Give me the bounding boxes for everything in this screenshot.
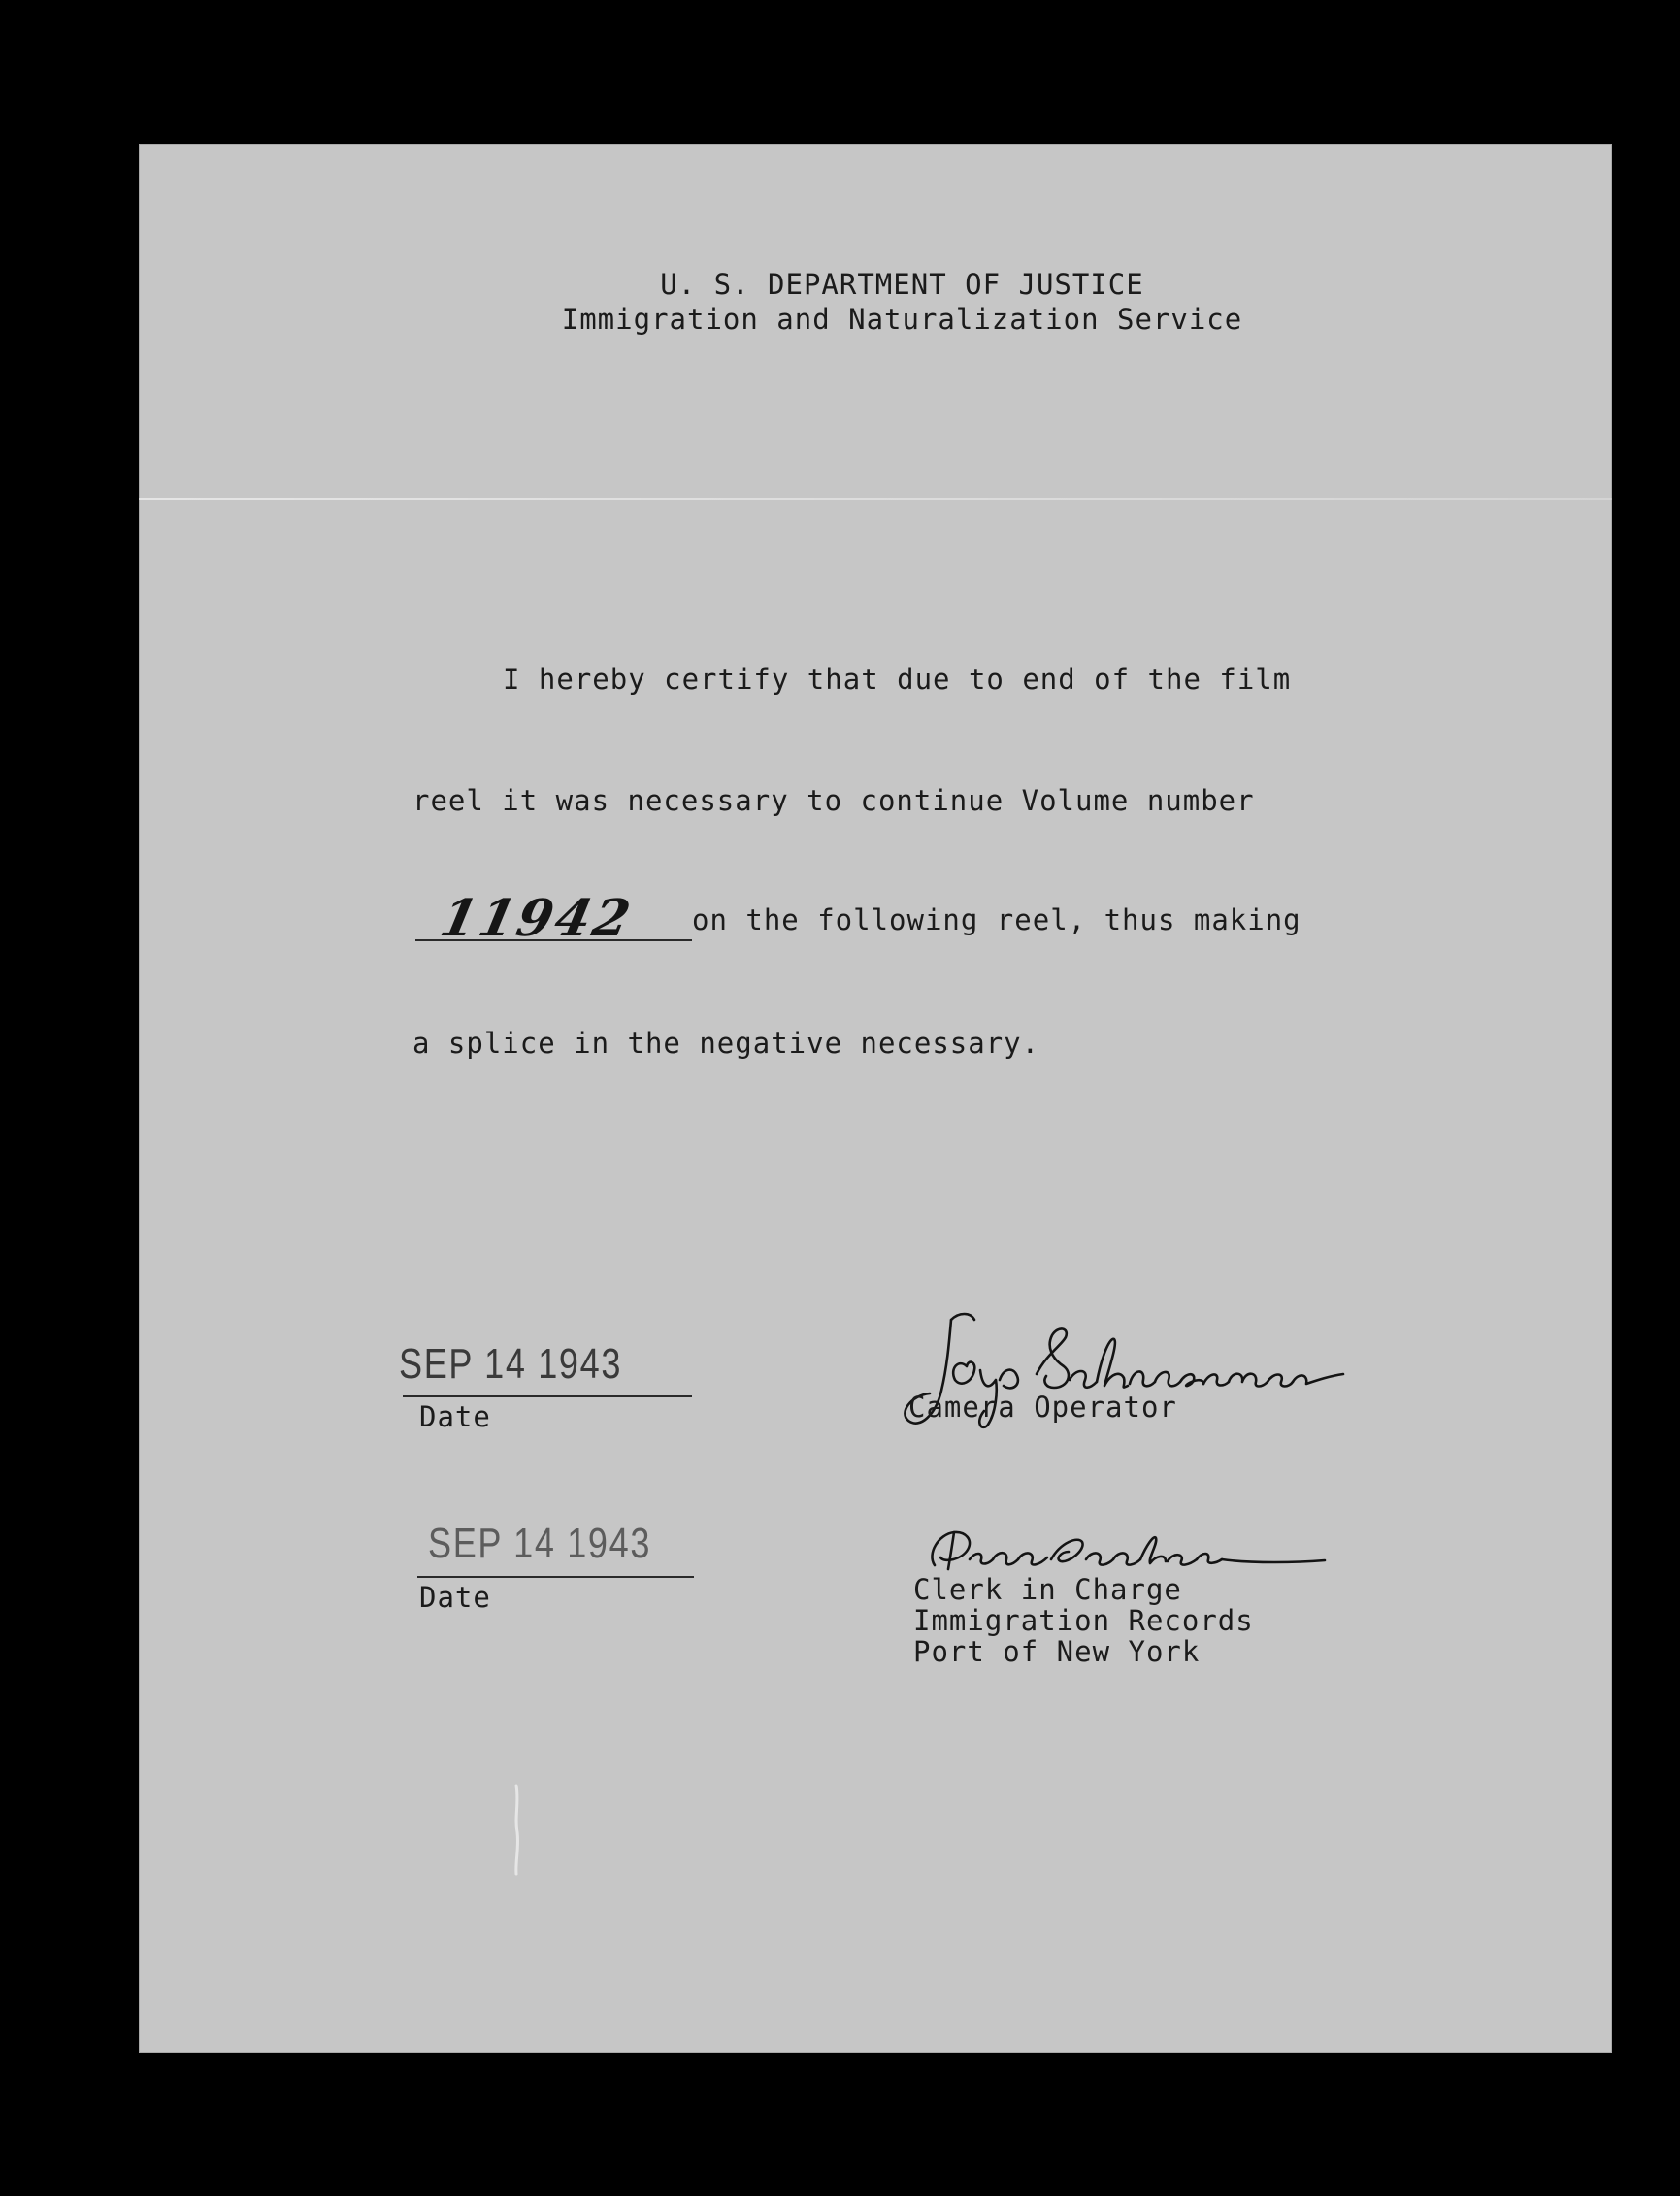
date-line-2	[417, 1576, 694, 1578]
certification-line-1: I hereby certify that due to end of the film	[503, 663, 1292, 696]
date-line-1	[403, 1395, 692, 1397]
volume-number-handwritten: 11942	[435, 889, 639, 948]
paper-fold-line	[139, 498, 1612, 500]
date-stamp-2: SEP 14 1943	[428, 1520, 652, 1567]
camera-operator-title: Camera Operator	[908, 1391, 1177, 1424]
department-heading: U. S. DEPARTMENT OF JUSTICE	[660, 268, 1144, 301]
certification-line-3: on the following reel, thus making	[692, 903, 1301, 936]
clerk-title-line-2: Immigration Records	[913, 1604, 1254, 1637]
document-page	[139, 144, 1612, 2053]
paper-blemish	[512, 1784, 520, 1876]
date-label-1: Date	[419, 1400, 491, 1433]
date-stamp-1: SEP 14 1943	[399, 1340, 623, 1388]
date-label-2: Date	[419, 1581, 491, 1614]
certification-line-4: a splice in the negative necessary.	[412, 1027, 1040, 1060]
service-heading: Immigration and Naturalization Service	[561, 303, 1243, 336]
clerk-title-line-3: Port of New York	[913, 1635, 1201, 1668]
certification-line-2: reel it was necessary to continue Volume number	[412, 784, 1255, 817]
clerk-title-line-1: Clerk in Charge	[913, 1573, 1182, 1606]
